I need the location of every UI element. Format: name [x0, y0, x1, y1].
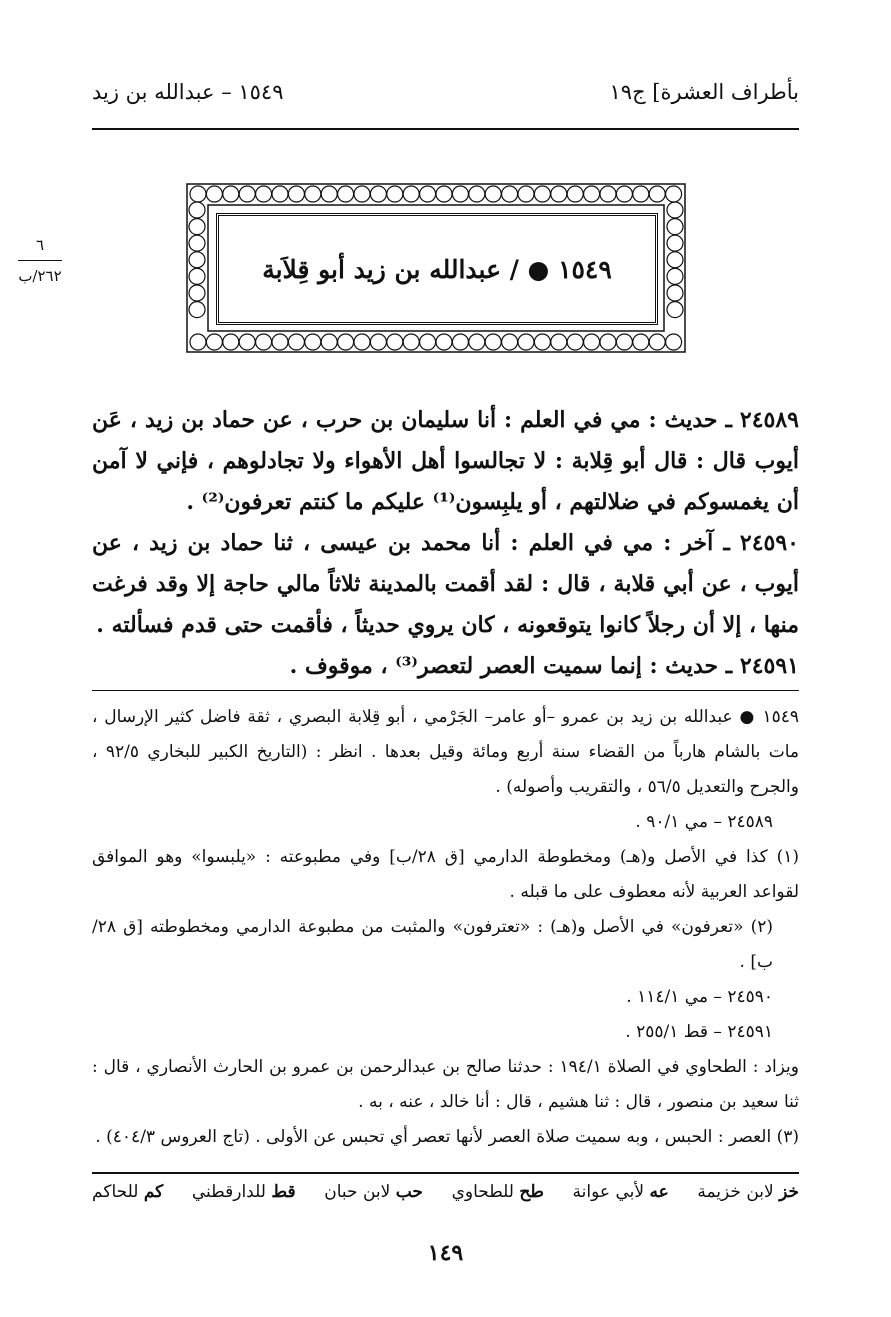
footnotes — [92, 700, 799, 1155]
hadith-entry: ٢٤٥٩١ ـ حديث : إنما سميت العصر لتعصر⁽³⁾ ، موقوف . — [289, 653, 799, 679]
abbreviation-legend — [92, 1182, 799, 1202]
legend-item: قط للدارقطني — [191, 1182, 296, 1202]
legend-item: طح للطحاوي — [451, 1182, 544, 1202]
chapter-title-frame — [186, 183, 686, 353]
footer-divider — [92, 1172, 799, 1174]
header-book-title: بأطراف العشرة] ج١٩ — [609, 80, 799, 104]
footnote: ٢٤٥٩٠ – مي ١١٤/١ . — [626, 987, 773, 1007]
footnote: ٢٤٥٩١ – قط ٢٥٥/١ . — [625, 1022, 773, 1042]
header-section-title: ١٥٤٩ – عبدالله بن زيد — [92, 80, 284, 104]
legend-item: كم للحاكم — [92, 1182, 164, 1202]
header-divider — [92, 128, 799, 130]
margin-note-bottom: ٢٦٢/ب — [18, 267, 62, 285]
chapter-title: ١٥٤٩ ● / عبدالله بن زيد أبو قِلاَبة — [262, 254, 612, 284]
hadith-text — [92, 400, 799, 687]
legend-item: حب لابن حبان — [324, 1182, 423, 1202]
margin-note-top: ٦ — [35, 236, 45, 254]
footnote: ٢٤٥٨٩ – مي ٩٠/١ . — [635, 812, 773, 832]
legend-item: خز لابن خزيمة — [697, 1182, 799, 1202]
hadith-entry: ٢٤٥٨٩ ـ حديث : مي في العلم : أنا سليمان بن حرب ، عن حماد بن زيد ، عَن أيوب قال : قال أبو قِلابة : لا تجالسوا أهل الأهواء ولا تجادلوهم ، فإني لا آمن أن يغمسوكم في ضلالتهم ، أو يلبِسون⁽¹⁾ عليكم ما كنتم تعرفون⁽²⁾ . — [92, 407, 799, 515]
page-number: ١٤٩ — [427, 1240, 464, 1266]
footnote: ١٥٤٩ ● عبدالله بن زيد بن عمرو –أو عامر– الجَرْمي ، أبو قِلابة البصري ، ثقة فاضل كثير الإرسال ، مات بالشام هارباً من القضاء سنة أربع ومائة وقيل بعدها . انظر : (التاريخ الكبير للبخاري ٩٢/٥ ، والجرح والتعديل ٥٦/٥ ، والتقريب وأصوله) . — [92, 707, 800, 797]
hadith-entry: ٢٤٥٩٠ ـ آخر : مي في العلم : أنا محمد بن عيسى ، ثنا حماد بن زيد ، عن أيوب ، عن أبي قلابة ، قال : لقد أقمت بالمدينة ثلاثاً مالي حاجة إلا وقد فرغت منها ، إلا أن رجلاً كانوا يتوقعونه ، كان يروي حديثاً ، فأقمت حتى قدم فسألته . — [92, 530, 799, 638]
page-header — [92, 80, 799, 120]
footnote: (٣) العصر : الحبس ، وبه سميت صلاة العصر لأنها تعصر أي تحبس عن الأولى . (تاج العروس ٤٠٤/٣) . — [95, 1127, 799, 1147]
footnote: (١) كذا في الأصل و(هـ) ومخطوطة الدارمي [ق ٢٨/ب] وفي مطبوعته : «يلبسوا» وهو الموافق لقواعد العربية لأنه معطوف على ما قبله . — [92, 847, 799, 902]
margin-note — [12, 236, 68, 285]
footnote: ويزاد : الطحاوي في الصلاة ١٩٤/١ : حدثنا صالح بن عبدالرحمن بن عمرو بن الحارث الأنصاري ، قال : ثنا سعيد بن منصور ، قال : ثنا هشيم ، قال : أنا خالد ، عنه ، به . — [92, 1057, 799, 1112]
chapter-title-box — [216, 213, 658, 325]
margin-note-divider — [18, 260, 62, 261]
footnote: (٢) «تعرفون» في الأصل و(هـ) : «تعترفون» والمثبت من مطبوعة الدارمي ومخطوطته [ق ٢٨/ب] . — [92, 917, 773, 972]
notes-divider — [92, 690, 799, 691]
legend-item: عه لأبي عوانة — [572, 1182, 669, 1202]
